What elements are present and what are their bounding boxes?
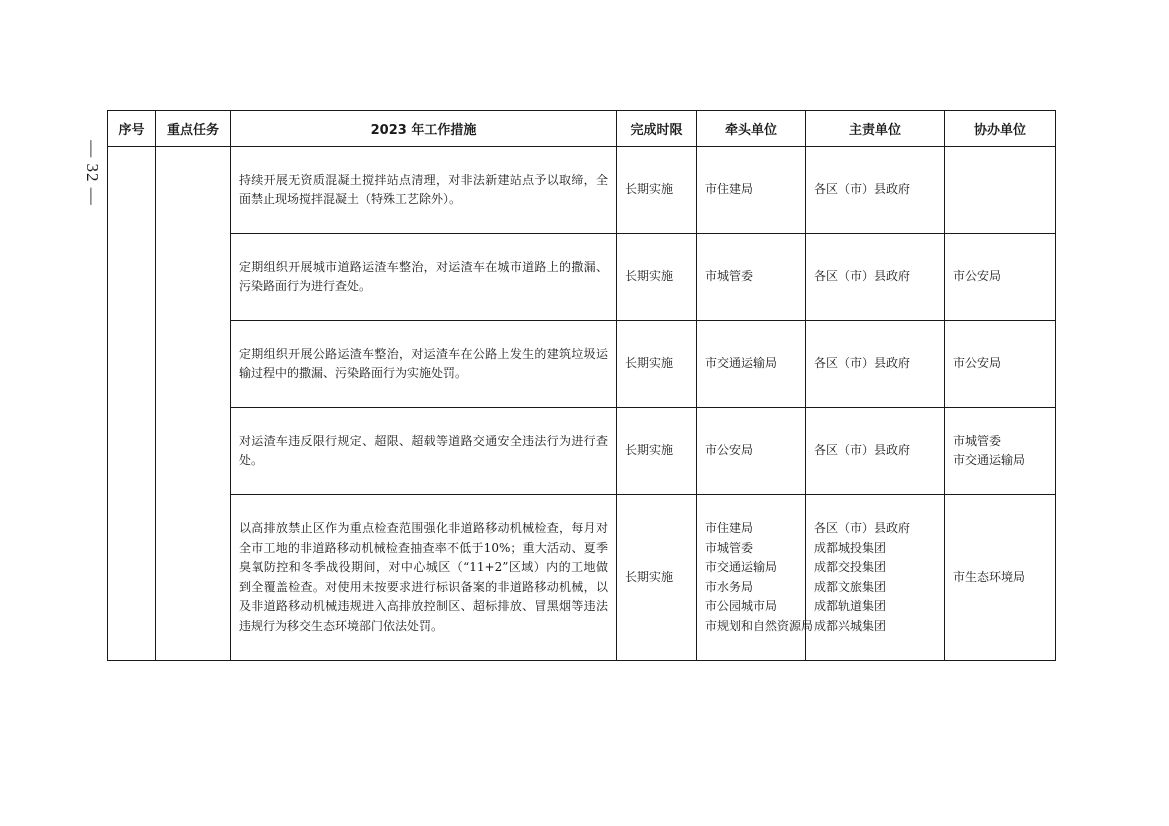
responsible-cell xyxy=(806,147,945,234)
measure-cell: 以高排放禁止区作为重点检查范围强化非道路移动机械检查，每月对全市工地的非道路移动机械检查抽查率不低于10%；重大活动、夏季臭氧防控和冬季战役期间，对中心城区（“11+2”区域）内的工地做到全覆盖检查。对使用未按要求进行标识备案的非道路移动机械，以及非道路移动机械违规进入高排放控制区、超标排放、冒黑烟等违法违规行为移交生态环境部门依法处罚。 xyxy=(231,495,617,661)
lead-unit: 市住建局 xyxy=(705,182,754,197)
assist-cell xyxy=(945,495,1056,661)
no-cell xyxy=(108,147,156,661)
lead-unit: 市交通运输局 xyxy=(705,356,778,371)
assist-cell xyxy=(945,321,1056,408)
measure-cell: 对运渣车违反限行规定、超限、超载等道路交通安全违法行为进行查处。 xyxy=(231,408,617,495)
assist-unit: 市公安局 xyxy=(953,269,1002,284)
header-measures: 2023 年工作措施 xyxy=(231,111,617,147)
header-no: 序号 xyxy=(108,111,156,147)
lead-cell xyxy=(697,495,814,661)
table-row xyxy=(108,234,1056,321)
lead-cell xyxy=(697,408,806,495)
table-row xyxy=(108,408,1056,495)
measure-cell: 定期组织开展城市道路运渣车整治，对运渣车在城市道路上的撒漏、污染路面行为进行查处。 xyxy=(231,234,617,321)
assist-cell xyxy=(945,408,1056,495)
assist-cell xyxy=(945,147,1056,234)
assist-unit: 市交通运输局 xyxy=(953,453,1026,467)
lead-cell xyxy=(697,234,806,321)
assist-cell xyxy=(945,234,1056,321)
measure-cell: 定期组织开展公路运渣车整治，对运渣车在公路上发生的建筑垃圾运输过程中的撒漏、污染路面行为实施处罚。 xyxy=(231,321,617,408)
responsible-cell xyxy=(806,495,945,661)
responsible-cell xyxy=(806,408,945,495)
responsible-unit: 成都兴城集团 xyxy=(814,618,887,633)
responsible-unit: 成都城投集团 xyxy=(814,540,887,555)
responsible-cell xyxy=(806,234,945,321)
lead-cell xyxy=(697,147,806,234)
task-cell xyxy=(156,147,231,661)
responsible-unit: 各区（市）县政府 xyxy=(814,356,911,371)
responsible-unit: 成都文旅集团 xyxy=(814,579,887,594)
deadline-cell: 长期实施 xyxy=(617,147,697,234)
header-lead: 牵头单位 xyxy=(697,111,806,147)
responsible-unit: 各区（市）县政府 xyxy=(814,269,911,284)
lead-unit: 市住建局 xyxy=(705,521,754,535)
table-row xyxy=(108,147,1056,234)
measure-cell: 持续开展无资质混凝土搅拌站点清理，对非法新建站点予以取缔，全面禁止现场搅拌混凝土（特殊工艺除外）。 xyxy=(231,147,617,234)
header-deadline: 完成时限 xyxy=(617,111,697,147)
header-responsible: 主责单位 xyxy=(806,111,945,147)
header-assist: 协办单位 xyxy=(945,111,1056,147)
responsible-unit: 成都轨道集团 xyxy=(814,599,887,613)
responsible-unit: 各区（市）县政府 xyxy=(814,182,911,197)
task-table xyxy=(107,110,1056,661)
lead-unit: 市水务局 xyxy=(705,579,754,594)
table-row xyxy=(108,495,1056,661)
lead-unit: 市城管委 xyxy=(705,269,754,284)
assist-unit: 市生态环境局 xyxy=(953,569,1026,584)
lead-unit: 市城管委 xyxy=(705,540,754,555)
deadline-cell: 长期实施 xyxy=(617,408,697,495)
responsible-unit: 成都交投集团 xyxy=(814,560,887,574)
lead-unit: 市规划和自然资源局 xyxy=(705,618,814,633)
header-task: 重点任务 xyxy=(156,111,231,147)
assist-unit: 市公安局 xyxy=(953,356,1002,371)
responsible-unit: 各区（市）县政府 xyxy=(814,521,911,535)
lead-cell xyxy=(697,321,806,408)
table-header-row xyxy=(108,111,1056,147)
lead-unit: 市公安局 xyxy=(705,443,754,458)
lead-unit: 市公园城市局 xyxy=(705,599,778,613)
responsible-cell xyxy=(806,321,945,408)
deadline-cell: 长期实施 xyxy=(617,495,697,661)
deadline-cell: 长期实施 xyxy=(617,234,697,321)
deadline-cell: 长期实施 xyxy=(617,321,697,408)
lead-unit: 市交通运输局 xyxy=(705,560,778,574)
table-row xyxy=(108,321,1056,408)
assist-unit: 市城管委 xyxy=(953,433,1002,448)
responsible-unit: 各区（市）县政府 xyxy=(814,443,911,458)
page-number: — 32 — xyxy=(83,140,102,206)
